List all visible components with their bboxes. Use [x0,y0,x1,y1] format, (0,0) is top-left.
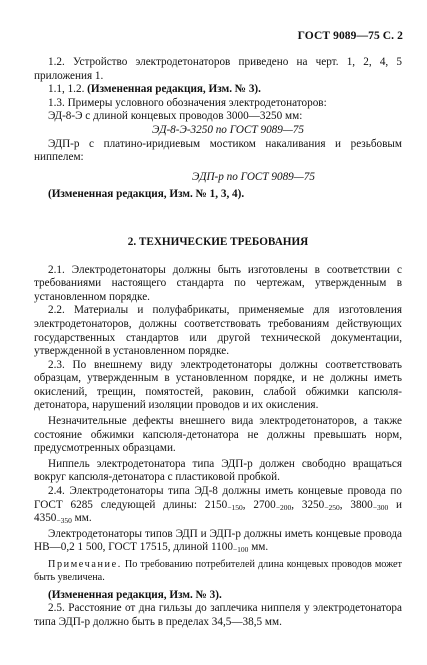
paragraph-2-3-nipple: Ниппель электродетонатора типа ЭДП-р должен свободно вращаться вокруг капсюля-детонатора с пластиковой пробкой. [34,457,402,484]
edit-note-text: (Измененная редакция, Изм. № 3). [87,83,261,96]
tolerance-subscript: −200 [275,502,292,512]
note [34,559,402,585]
tolerance-subscript: −250 [324,502,340,512]
document-body [34,56,402,629]
text-run: и 4350 [34,498,403,525]
page-header: ГОСТ 9089—75 С. 2 [297,30,403,42]
edit-note-1 [34,83,402,97]
edit-note-2: (Измененная редакция, Изм. № 1, 3, 4). [48,188,245,201]
example-2-designation: ЭДП-р по ГОСТ 9089—75 [192,170,315,183]
text-run: , 3250 [291,498,325,511]
section-title: 2. ТЕХНИЧЕСКИЕ ТРЕБОВАНИЯ [127,235,309,248]
paragraph-2-2: 2.2. Материалы и полуфабрикаты, применяемые для изготовления электродетонаторов, должны соответствовать требованиям действующих государственных стандартов или другой технической документации, утвержденной в установленном порядке. [34,304,402,358]
text-run: мм. [71,512,92,525]
text-run: , 2700 [242,498,276,511]
edit-note-ref: 1.1, 1.2. [48,83,85,96]
tolerance-subscript: −150 [227,502,243,512]
paragraph-1-2: 1.2. Устройство электродетонаторов приведено на черт. 1, 2, 4, 5 приложения 1. [34,56,402,82]
tolerance-subscript: −300 [372,502,389,512]
paragraph-2-5: 2.5. Расстояние от дна гильзы до заплечика ниппеля у электродетонатора типа ЭДП-р должно быть в пределах 34,5—38,5 мм. [34,602,402,628]
text-run: мм. [248,541,269,554]
text-run: Электродетонаторы типов ЭДП и ЭДП-р должны иметь концевые провода НВ—0,2 1 500, ГОСТ 17515, длиной 1100 [34,527,402,554]
tolerance-subscript: −350 [56,516,72,526]
example-1-desc: ЭД-8-Э с длиной концевых проводов 3000—3250 мм: [48,110,303,123]
text-run: 2.4. Электродетонаторы типа ЭД-8 должны иметь концевые провода по ГОСТ 6285 следующей длины: 2150 [34,485,402,511]
note-text: По требованию потребителей длина концевых проводов может быть увеличена. [34,559,402,583]
tolerance-subscript: −100 [232,545,249,555]
text-run: , 3800 [339,498,373,511]
paragraph-2-3: 2.3. По внешнему виду электродетонаторы должны соответствовать образцам, утвержденным в установленном порядке, и не должны иметь окислений, трещин, помятостей, раковин, слабой обжимки капсюля-детонатора, нарушений изоляции проводов и их окисления. [34,358,402,412]
example-2-desc: ЭДП-р с платино-иридиевым мостиком накаливания и резьбовым ниппелем: [34,137,402,164]
paragraph-2-4-edp [34,528,402,555]
paragraph-2-4 [34,485,402,526]
paragraph-1-3: 1.3. Примеры условного обозначения электродетонаторов: [48,96,327,109]
edit-note-3: (Измененная редакция, Изм. № 3). [48,588,222,601]
note-label: Примечание. [48,559,122,570]
paragraph-2-3-defects: Незначительные дефекты внешнего вида электродетонаторов, а также состояние обжимки капсюля-детонатора не должны превышать норм, предусмотренных образцами. [34,415,402,455]
example-1-designation: ЭД-8-Э-3250 по ГОСТ 9089—75 [152,123,304,136]
paragraph-2-1: 2.1. Электродетонаторы должны быть изготовлены в соответствии с требованиями настоящего стандарта по чертежам, утвержденным в установленном порядке. [34,263,402,303]
